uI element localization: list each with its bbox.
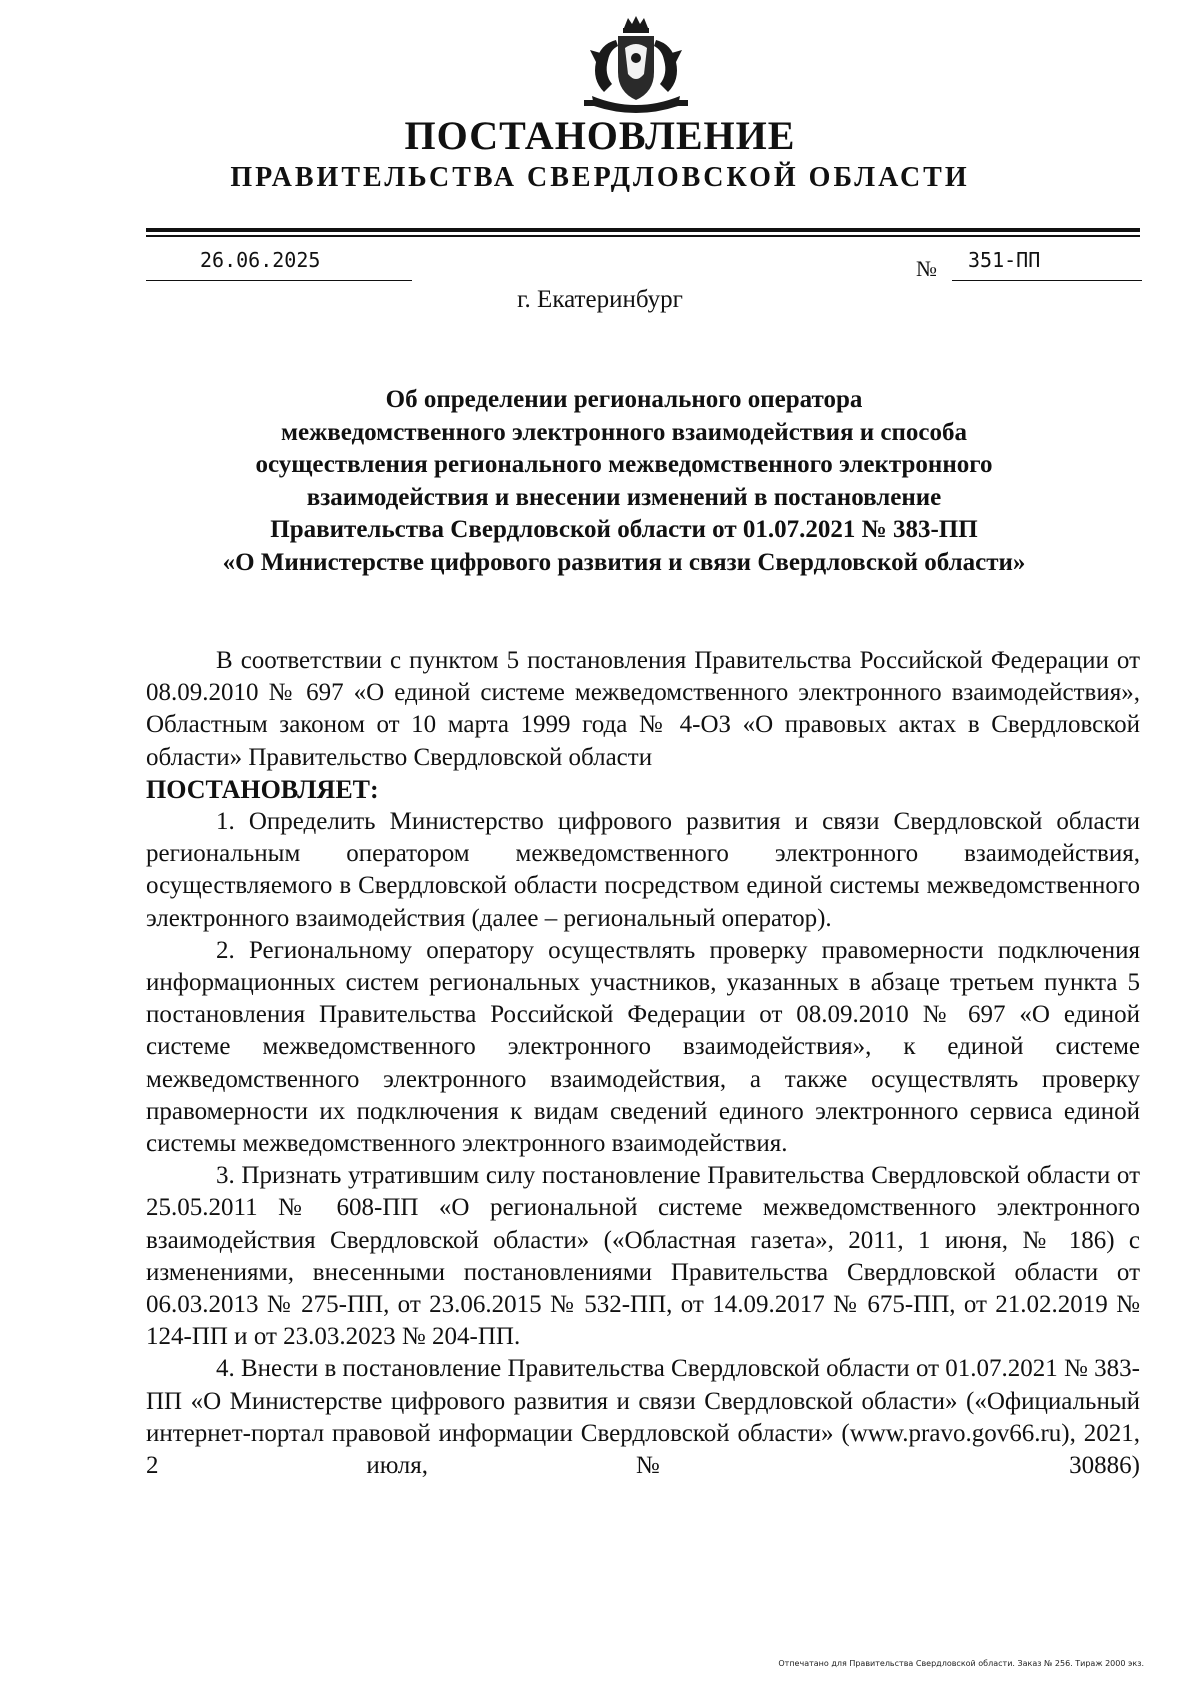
item-2-paragraph: 2. Региональному оператору осуществлять проверку правомерности подключения информационных систем региональных участников, указанных в абзаце третьем пункта 5 постановления Правительства Российской Федерации от 08.09.2010 № 697 «О единой системе межведомственного электронного взаимодействия», к единой системе межведомственного электронного взаимодействия, а также осуществлять проверку правомерности их подключения к видам сведений единого электронного сервиса единой системы межведомственного электронного взаимодействия. — [146, 936, 1140, 1158]
heading-line: Правительства Свердловской области от 01.07.2021 № 383-ПП — [270, 516, 978, 543]
item-4-paragraph: 4. Внести в постановление Правительства Свердловской области от 01.07.2021 № 383-ПП «О Министерстве цифрового развития и связи Свердловской области» («Официальный интернет-портал правовой информации Свердловской области» (www.pravo.gov66.ru), 2021, 2 июля, № 30886) — [146, 1355, 1140, 1480]
doc-date: 26.06.2025 — [200, 248, 321, 272]
date-underline — [146, 280, 412, 281]
doc-subtitle: ПРАВИТЕЛЬСТВА СВЕРДЛОВСКОЙ ОБЛАСТИ — [230, 162, 970, 193]
doc-body — [146, 645, 1140, 1482]
number-underline — [952, 280, 1142, 281]
heading-line: взаимодействия и внесении изменений в постановление — [306, 483, 942, 511]
header-rule-thick — [146, 228, 1140, 232]
heading-line: «О Министерстве цифрового развития и связи Свердловской области» — [222, 548, 1026, 576]
doc-number: 351-ПП — [968, 248, 1041, 272]
print-footer: Отпечатано для Правительства Свердловской области. Заказ № 256. Тираж 2000 экз. — [778, 1659, 1144, 1668]
preamble-paragraph: В соответствии с пунктом 5 постановления Правительства Российской Федерации от 08.09.2010 № 697 «О единой системе межведомственного электронного взаимодействия», Областным законом от 10 марта 1999 года № 4-ОЗ «О правовых актах в Свердловской области» Правительство Свердловской области — [146, 647, 1140, 771]
item-1-paragraph: 1. Определить Министерство цифрового развития и связи Свердловской области региональным оператором межведомственного электронного взаимодействия, осуществляемого в Свердловской области посредством единой системы межведомственного электронного взаимодействия (далее – региональный оператор). — [146, 808, 1140, 932]
city: г. Екатеринбург — [517, 286, 683, 313]
heading-line: Об определении регионального оператора — [385, 386, 863, 413]
doc-title: ПОСТАНОВЛЕНИЕ — [404, 113, 796, 158]
coat-of-arms-icon — [578, 14, 694, 118]
heading-line: межведомственного электронного взаимодействия и способа — [280, 418, 968, 446]
item-3-paragraph: 3. Признать утратившим силу постановление Правительства Свердловской области от 25.05.2011 № 608-ПП «О региональной системе межведомственного электронного взаимодействия Свердловской области» («Областная газета», 2011, 1 июня, № 186) с изменениями, внесенными постановлениями Правительства Свердловской области от 06.03.2013 № 275-ПП, от 23.06.2015 № 532-ПП, от 14.09.2017 № 675-ПП, от 21.02.2019 № 124-ПП и от 23.03.2023 № 204-ПП. — [146, 1162, 1140, 1351]
header-rule-thin — [146, 235, 1140, 237]
doc-heading — [190, 384, 1058, 579]
resolves-label: ПОСТАНОВЛЯЕТ: — [146, 774, 379, 804]
number-sign: № — [916, 256, 937, 281]
heading-line: осуществления регионального межведомственного электронного — [255, 451, 993, 478]
